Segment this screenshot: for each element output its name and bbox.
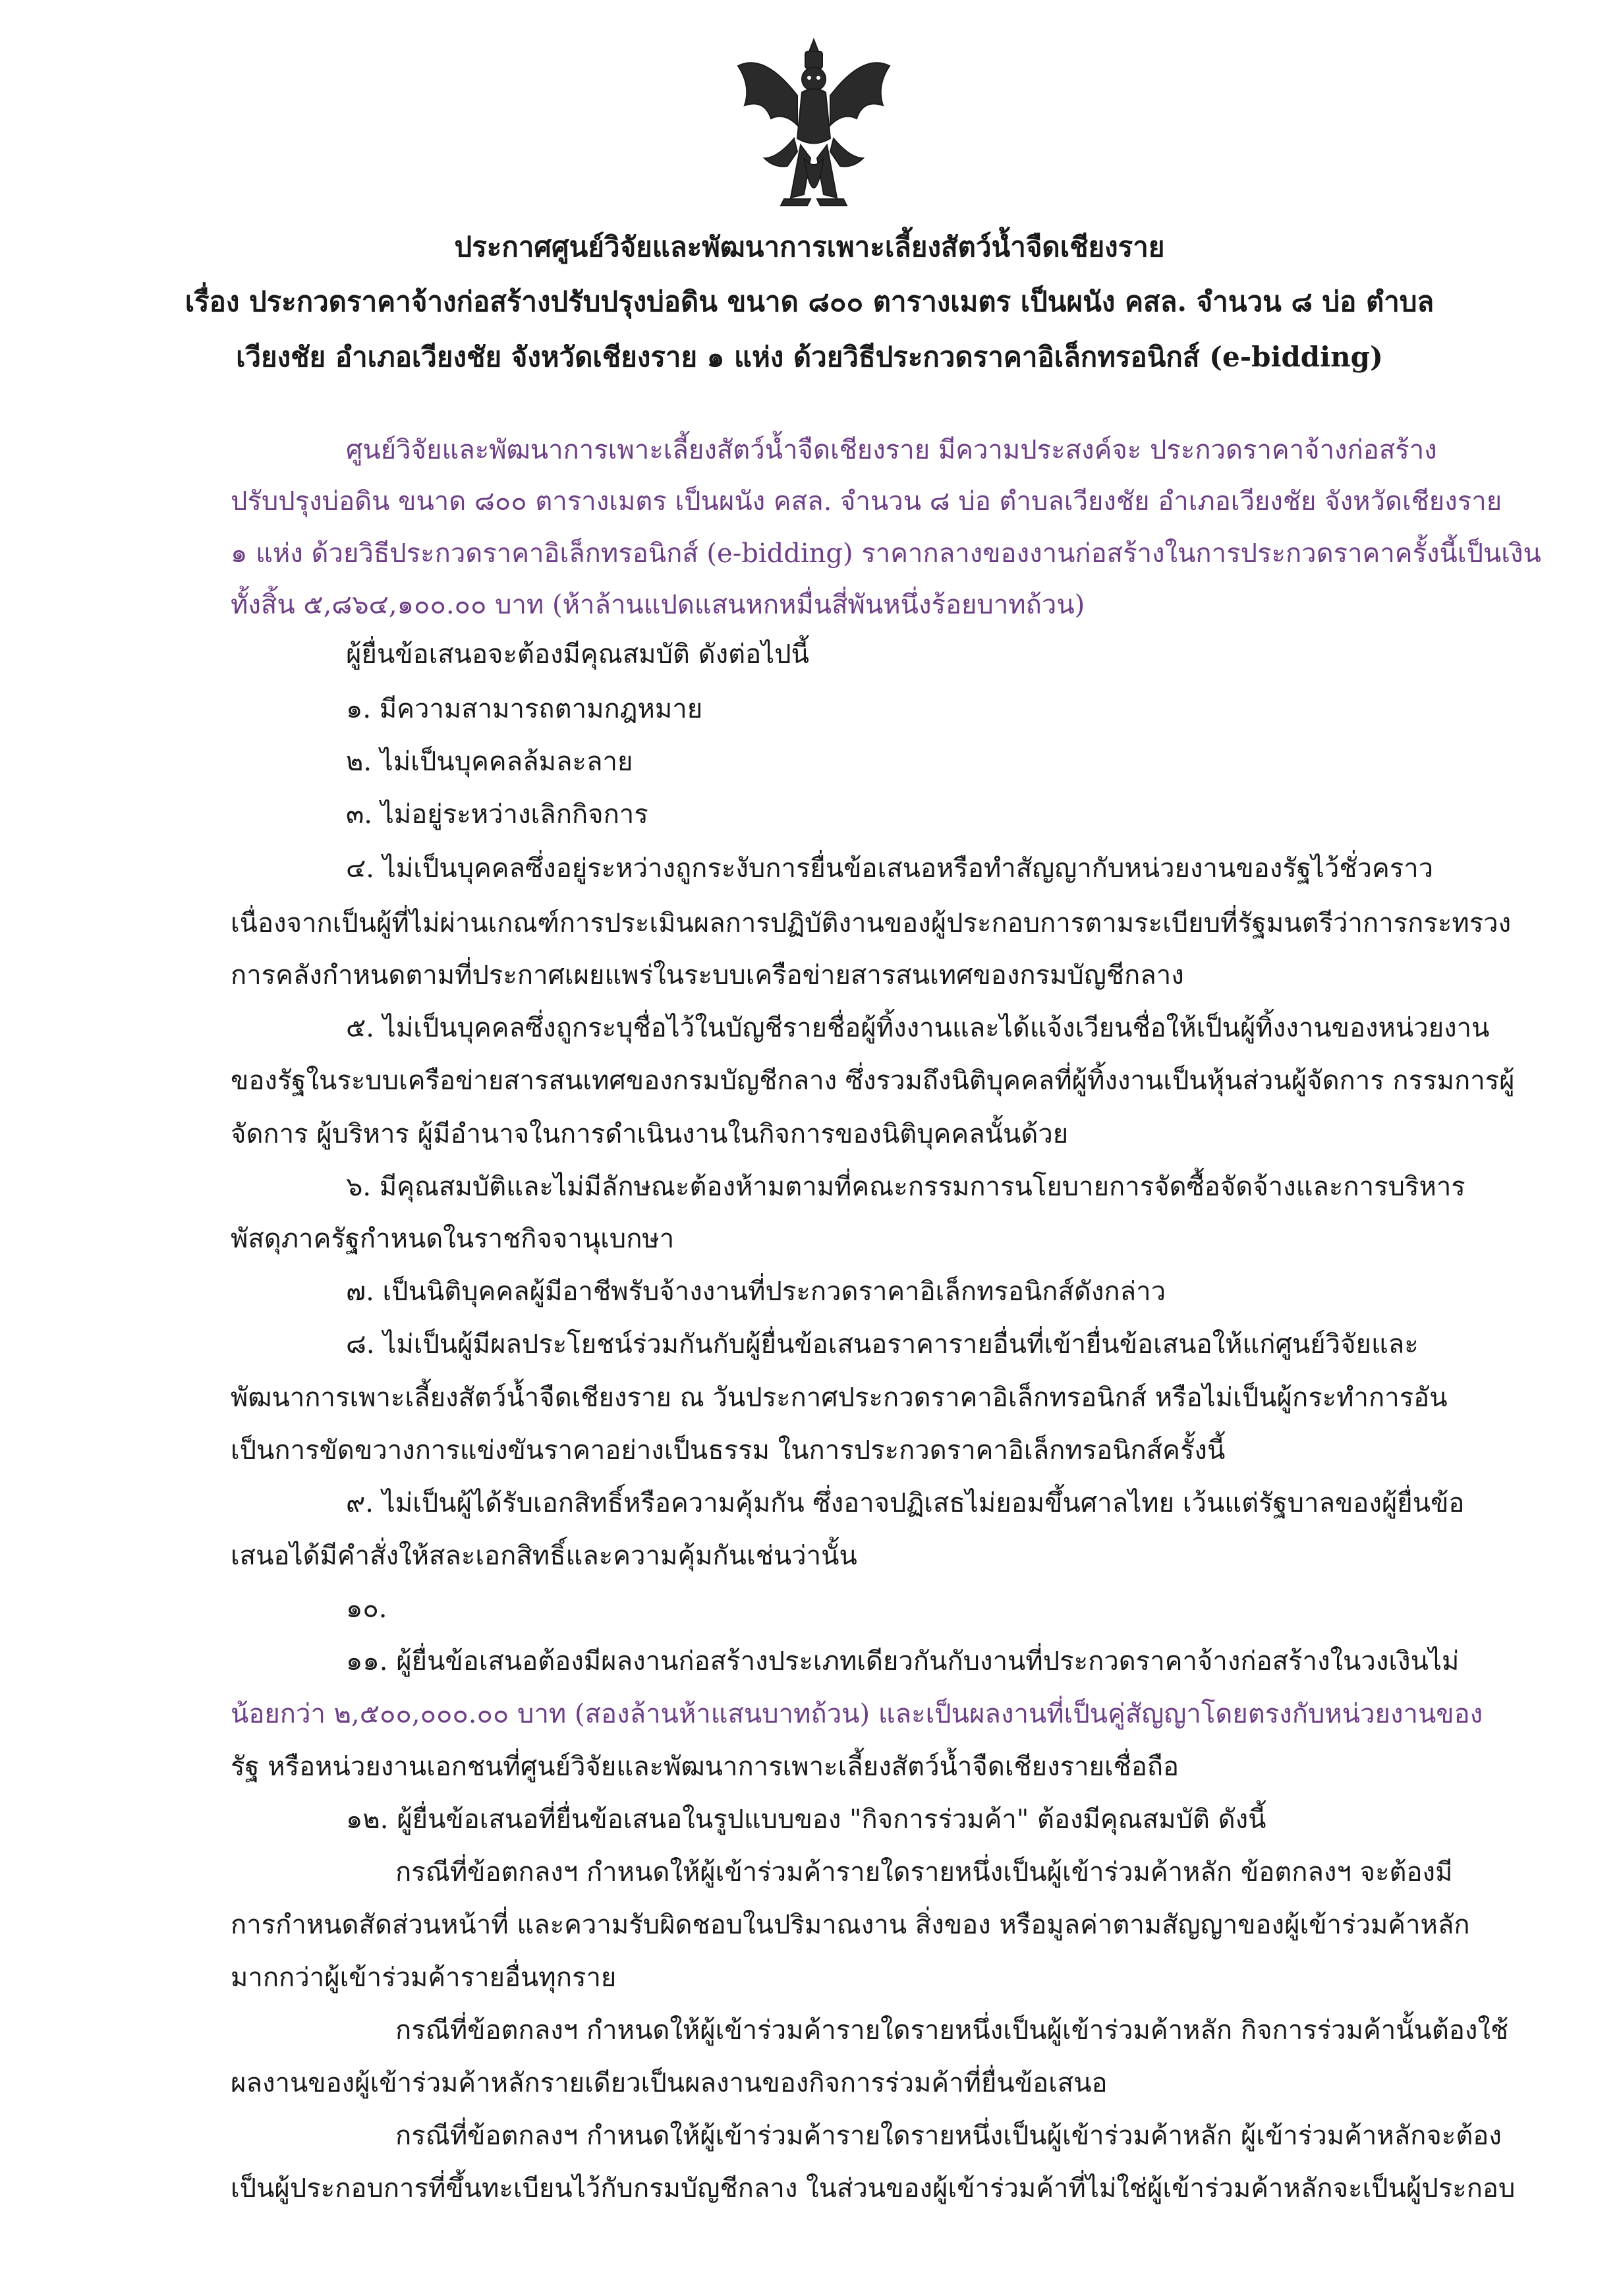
body-line: ศูนย์วิจัยและพัฒนาการเพาะเลี้ยงสัตว์น้ำจืดเชียงราย มีความประสงค์จะ ประกวดราคาจ้างก่อสร้าง bbox=[346, 435, 1437, 465]
qualification-item: ๗. เป็นนิติบุคคลผู้มีอาชีพรับจ้างงานที่ประกวดราคาอิเล็กทรอนิกส์ดังกล่าว bbox=[346, 1277, 1166, 1307]
qualification-item: ๕. ไม่เป็นบุคคลซึ่งถูกระบุชื่อไว้ในบัญชีรายชื่อผู้ทิ้งงานและได้แจ้งเวียนชื่อให้เป็นผู้ทิ้งงานของหน่วยงาน bbox=[346, 1013, 1490, 1043]
body-line: เป็นผู้ประกอบการที่ขึ้นทะเบียนไว้กับกรมบัญชีกลาง ในส่วนของผู้เข้าร่วมค้าที่ไม่ใช่ผู้เข้าร่วมค้าหลักจะเป็นผู้ประกอบ bbox=[231, 2173, 1516, 2204]
qualification-item: ๑๐. bbox=[346, 1593, 387, 1624]
body-line: เนื่องจากเป็นผู้ที่ไม่ผ่านเกณฑ์การประเมินผลการปฏิบัติงานของผู้ประกอบการตามระเบียบที่รัฐมนตรีว่าการกระทรวง bbox=[231, 908, 1512, 938]
body-line: เป็นการขัดขวางการแข่งขันราคาอย่างเป็นธรรม ในการประกวดราคาอิเล็กทรอนิกส์ครั้งนี้ bbox=[231, 1435, 1226, 1466]
document-subject-line-1: เรื่อง ประกวดราคาจ้างก่อสร้างปรับปรุงบ่อดิน ขนาด ๘๐๐ ตารางเมตร เป็นผนัง คสล. จำนวน ๘ บ่อ ตำบล bbox=[185, 285, 1434, 318]
qualifications-intro: ผู้ยื่นข้อเสนอจะต้องมีคุณสมบัติ ดังต่อไปนี้ bbox=[346, 639, 809, 670]
qualification-item: ๑๑. ผู้ยื่นข้อเสนอต้องมีผลงานก่อสร้างประเภทเดียวกันกับงานที่ประกวดราคาจ้างก่อสร้างในวงเงินไม่ bbox=[346, 1646, 1460, 1677]
body-line: กรณีที่ข้อตกลงฯ กำหนดให้ผู้เข้าร่วมค้ารายใดรายหนึ่งเป็นผู้เข้าร่วมค้าหลัก ข้อตกลงฯ จะต้องมี bbox=[395, 1857, 1453, 1887]
qualification-item: ๑. มีความสามารถตามกฎหมาย bbox=[346, 694, 703, 724]
body-line: พัสดุภาครัฐกำหนดในราชกิจจานุเบกษา bbox=[231, 1224, 675, 1254]
qualification-item: ๔. ไม่เป็นบุคคลซึ่งอยู่ระหว่างถูกระงับการยื่นข้อเสนอหรือทำสัญญากับหน่วยงานของรัฐไว้ชั่วคราว bbox=[346, 853, 1434, 884]
body-line: เสนอได้มีคำสั่งให้สละเอกสิทธิ์และความคุ้มกันเช่นว่านั้น bbox=[231, 1541, 857, 1571]
qualification-item: ๒. ไม่เป็นบุคคลล้มละลาย bbox=[346, 747, 633, 777]
garuda-emblem bbox=[725, 26, 903, 224]
body-line: มากกว่าผู้เข้าร่วมค้ารายอื่นทุกราย bbox=[231, 1963, 617, 1993]
body-line: ปรับปรุงบ่อดิน ขนาด ๘๐๐ ตารางเมตร เป็นผนัง คสล. จำนวน ๘ บ่อ ตำบลเวียงชัย อำเภอเวียงชัย จังหวัดเชียงราย bbox=[231, 486, 1502, 517]
body-line: ทั้งสิ้น ๕,๘๖๔,๑๐๐.๐๐ บาท (ห้าล้านแปดแสนหกหมื่นสี่พันหนึ่งร้อยบาทถ้วน) bbox=[231, 590, 1085, 620]
qualification-item: ๘. ไม่เป็นผู้มีผลประโยชน์ร่วมกันกับผู้ยื่นข้อเสนอราคารายอื่นที่เข้ายื่นข้อเสนอให้แก่ศูนย์วิจัยและ bbox=[346, 1329, 1419, 1360]
body-line: กรณีที่ข้อตกลงฯ กำหนดให้ผู้เข้าร่วมค้ารายใดรายหนึ่งเป็นผู้เข้าร่วมค้าหลัก กิจการร่วมค้านั้นต้องใช้ bbox=[395, 2015, 1509, 2046]
body-line: ของรัฐในระบบเครือข่ายสารสนเทศของกรมบัญชีกลาง ซึ่งรวมถึงนิติบุคคลที่ผู้ทิ้งงานเป็นหุ้นส่วนผู้จัดการ กรรมการผู้ bbox=[231, 1066, 1515, 1096]
qualification-item: ๙. ไม่เป็นผู้ได้รับเอกสิทธิ์หรือความคุ้มกัน ซึ่งอาจปฏิเสธไม่ยอมขึ้นศาลไทย เว้นแต่รัฐบาลของผู้ยื่นข้อ bbox=[346, 1488, 1465, 1518]
body-line: รัฐ หรือหน่วยงานเอกชนที่ศูนย์วิจัยและพัฒนาการเพาะเลี้ยงสัตว์น้ำจืดเชียงรายเชื่อถือ bbox=[231, 1752, 1179, 1782]
qualification-item: ๑๒. ผู้ยื่นข้อเสนอที่ยื่นข้อเสนอในรูปแบบของ "กิจการร่วมค้า" ต้องมีคุณสมบัติ ดังนี้ bbox=[346, 1804, 1266, 1835]
body-line: กรณีที่ข้อตกลงฯ กำหนดให้ผู้เข้าร่วมค้ารายใดรายหนึ่งเป็นผู้เข้าร่วมค้าหลัก ผู้เข้าร่วมค้าหลักจะต้อง bbox=[395, 2121, 1502, 2151]
qualification-item: ๖. มีคุณสมบัติและไม่มีลักษณะต้องห้ามตามที่คณะกรรมการนโยบายการจัดซื้อจัดจ้างและการบริหาร bbox=[346, 1172, 1465, 1202]
body-line: จัดการ ผู้บริหาร ผู้มีอำนาจในการดำเนินงานในกิจการของนิติบุคคลนั้นด้วย bbox=[231, 1119, 1069, 1149]
body-line: การกำหนดสัดส่วนหน้าที่ และความรับผิดชอบในปริมาณงาน สิ่งของ หรือมูลค่าตามสัญญาของผู้เข้าร่วมค้าหลัก bbox=[231, 1910, 1470, 1940]
document-title: ประกาศศูนย์วิจัยและพัฒนาการเพาะเลี้ยงสัตว์น้ำจืดเชียงราย bbox=[454, 231, 1165, 263]
body-line: ผลงานของผู้เข้าร่วมค้าหลักรายเดียวเป็นผลงานของกิจการร่วมค้าที่ยื่นข้อเสนอ bbox=[231, 2068, 1108, 2098]
body-line: พัฒนาการเพาะเลี้ยงสัตว์น้ำจืดเชียงราย ณ วันประกาศประกวดราคาอิเล็กทรอนิกส์ หรือไม่เป็นผู้กระทำการอัน bbox=[231, 1383, 1448, 1413]
body-line: การคลังกำหนดตามที่ประกาศเผยแพร่ในระบบเครือข่ายสารสนเทศของกรมบัญชีกลาง bbox=[231, 960, 1184, 990]
body-line: น้อยกว่า ๒,๕๐๐,๐๐๐.๐๐ บาท (สองล้านห้าแสนบาทถ้วน) และเป็นผลงานที่เป็นคู่สัญญาโดยตรงกับหน่วยงานของ bbox=[231, 1699, 1483, 1729]
qualification-item: ๓. ไม่อยู่ระหว่างเลิกกิจการ bbox=[346, 799, 648, 830]
document-subject-line-2: เวียงชัย อำเภอเวียงชัย จังหวัดเชียงราย ๑ แห่ง ด้วยวิธีประกวดราคาอิเล็กทรอนิกส์ (e-bidding) bbox=[236, 341, 1383, 373]
body-line: ๑ แห่ง ด้วยวิธีประกวดราคาอิเล็กทรอนิกส์ (e-bidding) ราคากลางของงานก่อสร้างในการประกวดราคาครั้งนี้เป็นเงิน bbox=[231, 538, 1541, 569]
